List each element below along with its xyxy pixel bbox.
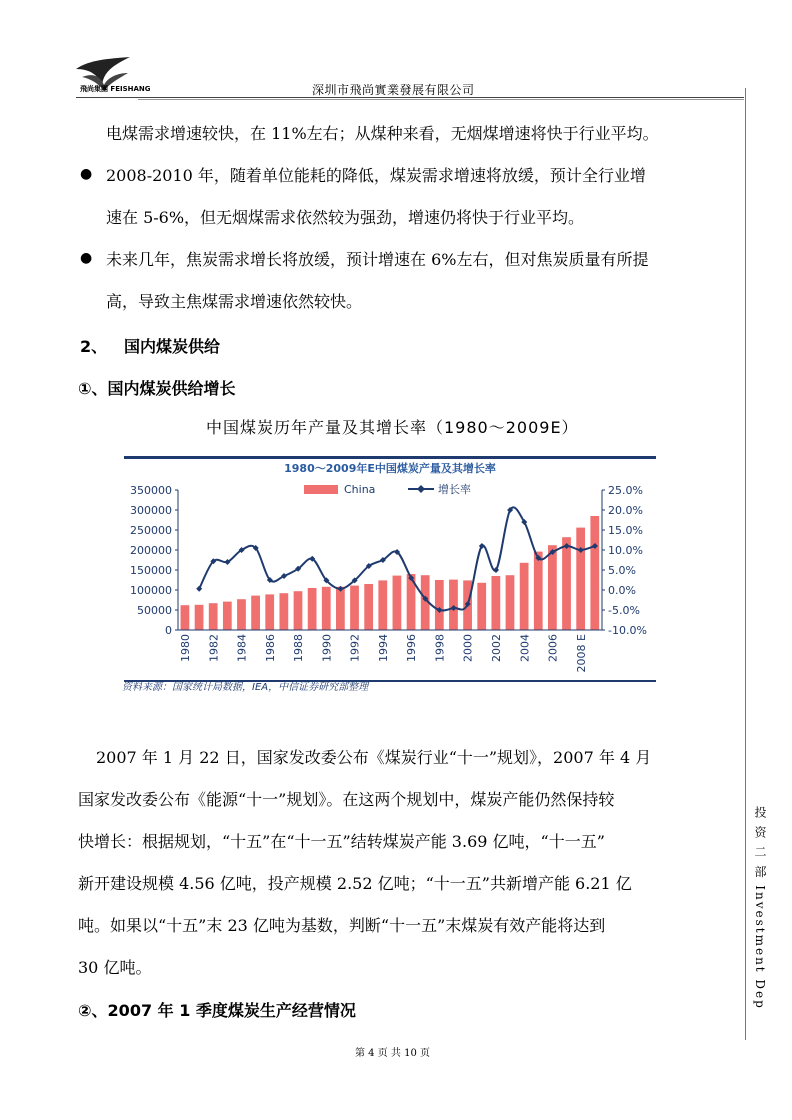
bar-1990 bbox=[322, 587, 331, 630]
right-margin-rule bbox=[745, 88, 746, 1040]
bullet-text: 2008-2010 年，随着单位能耗的降低，煤炭需求增速将放缓，预计全行业增 bbox=[106, 166, 646, 185]
y-right-tick-label: 25.0% bbox=[608, 484, 643, 497]
y-left-tick-label: 0 bbox=[165, 624, 172, 637]
x-tick-label: 2004 bbox=[518, 634, 532, 662]
bar-1991 bbox=[336, 587, 345, 630]
growth-point bbox=[493, 567, 499, 573]
legend-swatch-bars bbox=[304, 485, 338, 494]
bullet-dot-icon: ● bbox=[80, 250, 93, 266]
bar-2003 bbox=[506, 575, 515, 630]
bar-2005 bbox=[534, 552, 543, 630]
bar-1983 bbox=[223, 602, 232, 630]
bullet-text: 速在 5-6%，但无烟煤需求依然较为强劲，增速仍将快于行业平均。 bbox=[106, 208, 585, 227]
y-right-tick-label: 0.0% bbox=[608, 584, 636, 597]
header-divider bbox=[76, 97, 744, 98]
y-right-tick-label: 20.0% bbox=[608, 504, 643, 517]
bar-1998 bbox=[435, 580, 444, 630]
bar-2006 bbox=[548, 545, 557, 630]
bar-1999 bbox=[449, 580, 458, 630]
x-tick-label: 1994 bbox=[376, 634, 390, 662]
paragraph-line: 新开建设规模 4.56 亿吨，投产规模 2.52 亿吨；“十一五”共新增产能 6.21 亿 bbox=[78, 874, 632, 893]
bar-1984 bbox=[237, 599, 246, 630]
bar-2009E bbox=[590, 516, 599, 630]
y-left-tick-label: 250000 bbox=[130, 524, 172, 537]
bar-1992 bbox=[350, 586, 359, 630]
chart-title: 1980～2009年E中国煤炭产量及其增长率 bbox=[284, 462, 496, 475]
chart-source-note: 资料来源：国家统计局数据，IEA，中信证券研究部整理 bbox=[122, 682, 369, 692]
bar-2002 bbox=[491, 576, 500, 630]
x-tick-label: 1996 bbox=[405, 634, 419, 662]
bar-1986 bbox=[265, 594, 274, 630]
bar-1987 bbox=[279, 593, 288, 630]
text-line: 电煤需求增速较快，在 11%左右；从煤种来看，无烟煤增速将快于行业平均。 bbox=[106, 124, 659, 143]
y-left-tick-label: 350000 bbox=[130, 484, 172, 497]
y-right-tick-label: 10.0% bbox=[608, 544, 643, 557]
x-tick-label: 1988 bbox=[292, 634, 306, 662]
paragraph-line: 国家发改委公布《能源“十一”规划》。在这两个规划中，煤炭产能仍然保持较 bbox=[78, 790, 615, 809]
x-tick-label: 1992 bbox=[348, 634, 362, 662]
x-tick-label: 2008 E bbox=[574, 634, 588, 673]
chart-caption: 中国煤炭历年产量及其增长率（1980～2009E） bbox=[206, 418, 579, 437]
bar-1995 bbox=[393, 576, 402, 630]
paragraph-line: 2007 年 1 月 22 日，国家发改委公布《煤炭行业“十一”规划》，2007 年 4 月 bbox=[96, 748, 652, 767]
x-tick-label: 2006 bbox=[546, 634, 560, 662]
bar-1985 bbox=[251, 596, 260, 630]
paragraph-line: 吨。如果以“十五”末 23 亿吨为基数，判断“十一五”末煤炭有效产能将达到 bbox=[78, 916, 606, 935]
bar-2001 bbox=[477, 583, 486, 630]
subsection-title: ②、2007 年 1 季度煤炭生产经营情况 bbox=[78, 1001, 356, 1020]
subsection-title: ①、国内煤炭供给增长 bbox=[78, 379, 236, 398]
section-number: 2、 bbox=[80, 337, 108, 356]
x-tick-label: 1984 bbox=[235, 634, 249, 662]
bar-1994 bbox=[378, 580, 387, 630]
y-right-tick-label: -10.0% bbox=[608, 624, 647, 637]
bar-1993 bbox=[364, 584, 373, 630]
x-tick-label: 2002 bbox=[490, 634, 503, 662]
paragraph-line: 30 亿吨。 bbox=[78, 958, 152, 977]
y-right-tick-label: 5.0% bbox=[608, 564, 636, 577]
bar-2004 bbox=[520, 563, 529, 630]
y-left-tick-label: 150000 bbox=[130, 564, 172, 577]
y-left-tick-label: 50000 bbox=[137, 604, 172, 617]
chart-legend bbox=[304, 482, 471, 496]
x-tick-label: 2000 bbox=[461, 634, 475, 662]
section-title: 国内煤炭供给 bbox=[124, 337, 221, 356]
header-company-name: 深圳市飛尚實業發展有限公司 bbox=[312, 83, 475, 97]
x-tick-label: 1990 bbox=[320, 634, 334, 662]
logo-caption: 飛尚集團 FEISHANG bbox=[80, 85, 151, 93]
growth-point bbox=[196, 586, 202, 592]
chart-top-border bbox=[124, 456, 656, 459]
bar-2008E bbox=[576, 528, 585, 630]
page-number: 第 4 页 共 10 页 bbox=[355, 1048, 430, 1059]
x-tick-label: 1998 bbox=[433, 634, 447, 662]
x-tick-label: 1980 bbox=[179, 634, 193, 662]
y-right-tick-label: -5.0% bbox=[608, 604, 640, 617]
bar-2007 bbox=[562, 537, 571, 630]
paragraph-line: 快增长：根据规划，“十五”在“十一五”结转煤炭产能 3.69 亿吨，“十一五” bbox=[78, 832, 605, 851]
bar-1982 bbox=[209, 603, 218, 630]
y-left-tick-label: 300000 bbox=[130, 504, 172, 517]
y-right-tick-label: 15.0% bbox=[608, 524, 643, 537]
bullet-dot-icon: ● bbox=[80, 166, 93, 182]
bar-1989 bbox=[308, 588, 317, 630]
y-left-tick-label: 100000 bbox=[130, 584, 172, 597]
x-tick-label: 1986 bbox=[263, 634, 277, 662]
legend-label-china: China bbox=[344, 483, 376, 496]
coal-production-chart bbox=[120, 452, 660, 692]
bullet-text: 未来几年，焦炭需求增长将放缓，预计增速在 6%左右，但对焦炭质量有所提 bbox=[106, 250, 649, 269]
bar-1980 bbox=[181, 605, 190, 630]
header-divider-thin bbox=[138, 99, 744, 100]
sidebar-department: 投 资 二 部 Investment Dep bbox=[753, 806, 767, 1010]
legend-marker-icon bbox=[417, 485, 425, 493]
y-left-tick-label: 200000 bbox=[130, 544, 172, 557]
x-tick-label: 1982 bbox=[207, 634, 221, 662]
legend-label-growth: 增长率 bbox=[438, 483, 471, 496]
bullet-text: 高，导致主焦煤需求增速依然较快。 bbox=[106, 292, 363, 311]
bar-1988 bbox=[294, 591, 303, 630]
bar-1981 bbox=[195, 605, 204, 630]
